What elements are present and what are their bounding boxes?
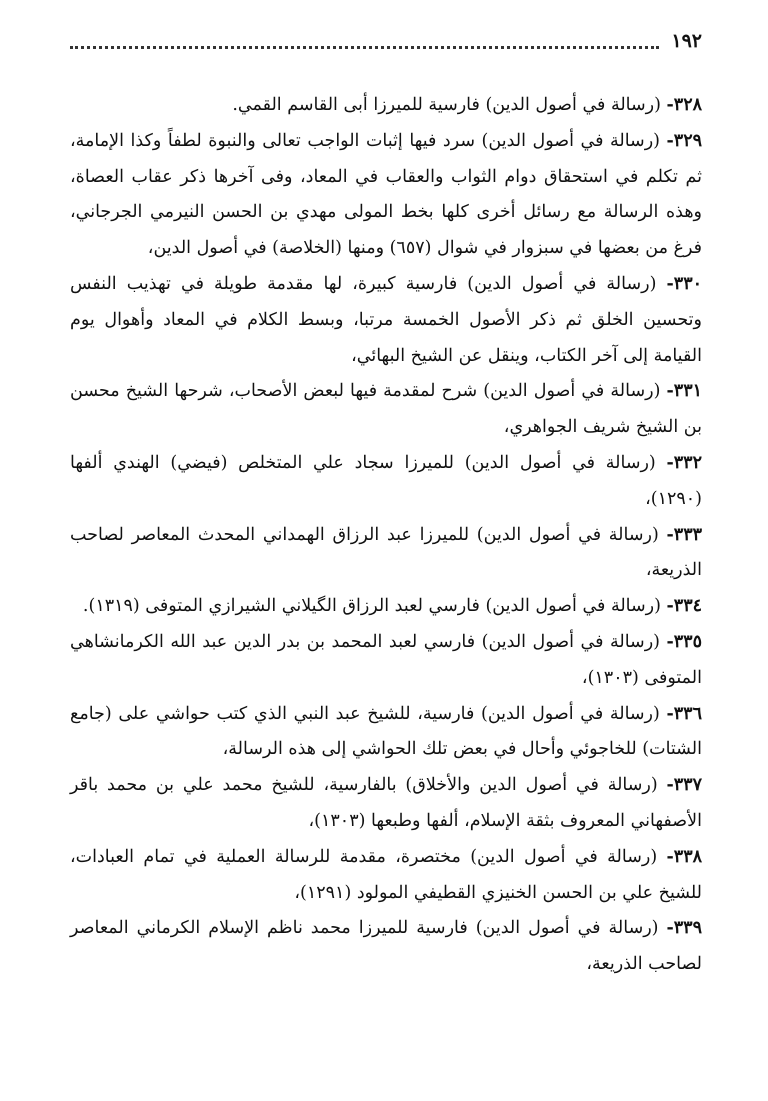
entry-number: ٣٣٣-	[666, 524, 702, 545]
entry-text: (رسالة في أصول الدين) مختصرة، مقدمة للرسالة العملية في تمام العبادات، للشيخ علي بن الحسن الخنيزي القطيفي المولود (١٢٩١)،	[70, 846, 702, 903]
entry-number: ٣٣٨-	[666, 846, 702, 867]
entry-number: ٣٣٤-	[666, 596, 702, 617]
entry-328	[70, 88, 702, 124]
entry-number: ٣٣٧-	[666, 775, 702, 796]
entry-337	[70, 768, 702, 840]
entry-text: (رسالة في أصول الدين) فارسي لعبد المحمد بن بدر الدين عبد الله الكرمانشاهي المتوفى (١٣٠٣)،	[70, 631, 702, 688]
entry-number: ٣٣٠-	[666, 273, 702, 294]
entry-336	[70, 697, 702, 769]
entry-338	[70, 840, 702, 912]
entry-335	[70, 625, 702, 697]
entry-text: (رسالة في أصول الدين) سرد فيها إثبات الواجب تعالى والنبوة لطفاً وكذا الإمامة، ثم تكلم في استحقاق دوام الثواب والعقاب في المعاد، وفى آخرها ذكر عقاب العصاة، وهذه الرسالة مع رسائل أخرى كلها بخط المولى مهدي بن الحسن النيرمي الجرجاني، فرغ من بعضها في سبزوار في شوال (٦٥٧) ومنها (الخلاصة) في أصول الدين،	[70, 130, 702, 259]
entry-text: (رسالة في أصول الدين) فارسية، للشيخ عبد النبي الذي كتب حواشي على (جامع الشتات) للخاجوئي وأحال في بعض تلك الحواشي إلى هذه الرسالة،	[70, 703, 702, 760]
entry-339	[70, 911, 702, 983]
entry-text: (رسالة في أصول الدين) للميرزا سجاد علي المتخلص (فيضي) الهندي ألفها (١٢٩٠)،	[70, 452, 702, 509]
entry-330	[70, 267, 702, 374]
document-page	[70, 30, 702, 1080]
entry-number: ٣٣٩-	[666, 918, 702, 939]
entry-number: ٣٢٩-	[666, 130, 702, 151]
page-header	[70, 30, 702, 52]
entry-list	[70, 88, 702, 983]
dotted-leader	[70, 36, 659, 49]
page-number: ١٩٢	[671, 30, 702, 52]
entry-text: (رسالة في أصول الدين) شرح لمقدمة فيها لبعض الأصحاب، شرحها الشيخ محسن بن الشيخ شريف الجواهري،	[70, 381, 702, 438]
entry-331	[70, 374, 702, 446]
entry-text: (رسالة في أصول الدين والأخلاق) بالفارسية، للشيخ محمد علي بن محمد باقر الأصفهاني المعروف بثقة الإسلام، ألفها وطبعها (١٣٠٣)،	[70, 775, 702, 831]
entry-text: (رسالة في أصول الدين) فارسية للميرزا أبى القاسم القمي.	[232, 95, 661, 115]
entry-number: ٣٣١-	[666, 381, 702, 402]
entry-number: ٣٢٨-	[666, 95, 702, 115]
entry-number: ٣٣٦-	[666, 703, 702, 724]
entry-text: (رسالة في أصول الدين) فارسية كبيرة، لها مقدمة طويلة في تهذيب النفس وتحسين الخلق ثم ذكر الأصول الخمسة مرتبا، وبسط الكلام في المعاد وأهوال يوم القيامة إلى آخر الكتاب، وينقل عن الشيخ البهائي،	[70, 273, 702, 366]
entry-332	[70, 446, 702, 518]
entry-334	[70, 589, 702, 625]
entry-number: ٣٣٢-	[666, 452, 702, 473]
entry-text: (رسالة في أصول الدين) للميرزا عبد الرزاق الهمداني المحدث المعاصر لصاحب الذريعة،	[70, 524, 702, 581]
entry-text: (رسالة في أصول الدين) فارسي لعبد الرزاق الگيلاني الشيرازي المتوفى (١٣١٩).	[82, 596, 661, 617]
entry-333	[70, 518, 702, 590]
entry-329	[70, 124, 702, 267]
entry-text: (رسالة في أصول الدين) فارسية للميرزا محمد ناظم الإسلام الكرماني المعاصر لصاحب الذريعة،	[70, 918, 702, 975]
entry-number: ٣٣٥-	[666, 631, 702, 652]
